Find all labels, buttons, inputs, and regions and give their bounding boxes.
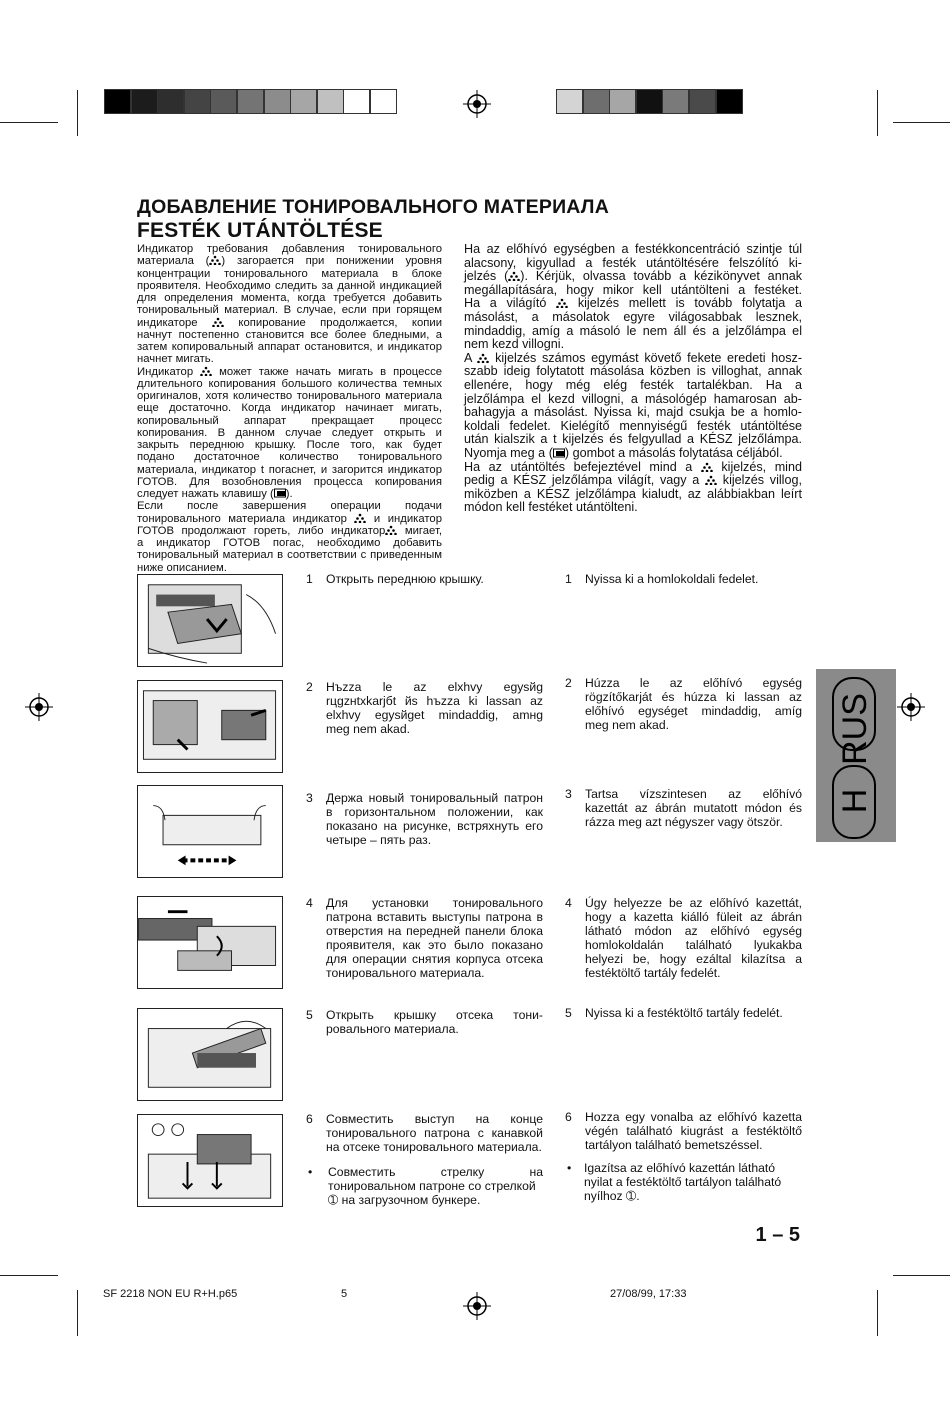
step-text-line: четыре – пять раз.	[326, 833, 432, 847]
tab-label-h: H	[836, 788, 874, 814]
color-swatch	[157, 89, 184, 114]
footer-date: 27/08/99, 17:33	[610, 1288, 687, 1300]
step-text-line: meg nem akad.	[585, 718, 670, 732]
step-text-line: Nyissa ki a homlokoldali fedelet.	[585, 572, 759, 586]
color-swatch	[237, 89, 264, 114]
toner-indicator-icon	[200, 366, 212, 376]
footer-page: 5	[341, 1288, 348, 1300]
color-swatch	[210, 89, 237, 114]
step-text-line: показано на рисунке, встряхнуть его	[326, 819, 543, 833]
step-text-line: Úgy helyezze be az előhívó kazettát,	[585, 896, 802, 910]
step-number: 1	[306, 572, 313, 586]
crop-mark	[77, 1290, 78, 1336]
illustration-insert-cartridge	[137, 896, 283, 989]
step-text-line: ровального материала.	[326, 1022, 459, 1036]
toner-indicator-icon	[477, 353, 489, 363]
step-number: 5	[306, 1008, 313, 1022]
color-swatch	[104, 89, 131, 114]
color-swatch	[343, 89, 370, 114]
illustration-pull-developer	[137, 680, 283, 773]
step-text-line: meg nem akad.	[326, 722, 411, 736]
step-text-line: Hъzza le az elхhvy egysйg	[326, 680, 543, 694]
color-swatch	[131, 89, 158, 114]
step-text-line: homlokoldalán található lyukakba	[585, 938, 802, 952]
language-tab	[816, 669, 896, 842]
step-text-line: в горизонтальном положении, как	[326, 805, 543, 819]
start-key-icon	[274, 488, 286, 498]
step-text-line: тонировального патрона с канавкой	[326, 1126, 543, 1140]
step-text-line: helyezi be, hogy ezáltal kilazítsa a	[585, 952, 802, 966]
step-text-line: Nyissa ki a festéktöltő tartály fedelét.	[585, 1006, 783, 1020]
color-swatch	[583, 89, 610, 114]
color-swatch	[556, 89, 583, 114]
toner-indicator-icon	[354, 513, 366, 523]
registration-mark-icon	[25, 693, 53, 721]
step-text-line: Húzza le az előhívó egység	[585, 676, 802, 690]
intro-ru: Индикатор требования добавления тонировального материала ( ) загорается при понижении уровня концентрации тонировального материала в блоке проявителя. Необходимо следить за данной индикацией для определения момента, когда требуется добавить тонировальный материал. В случае, если при горящем индикаторе копирование продолжается, копии начнут постепенно становится все более бледными, а затем копировальный аппарат остановится, и индикатор начнет мигать. Индикатор может также начать мигать в процессе длительного копирования большого количества темных оригиналов, хотя количество тонировального материала еще достаточно. Когда индикатор начинает мигать, копировальный аппарат прекращает процесс копирования. В данном случае следует открыть и закрыть переднюю крышку. После того, как будет подано достаточное количество тонировального материала, индикатор t погаснет, и загорится индикатор ГОТОВ. Для возобновления процесса копирования следует нажать клавишу ( ). Если после завершения операции подачи тонировального материала индикатор и индикатор ГОТОВ продолжают гореть, либо индикатор мигает, а индикатор ГОТОВ погас, необходимо добавить тонировальный материал в соответствии с приведенным ниже описанием.	[137, 243, 443, 574]
toner-indicator-icon	[212, 317, 224, 327]
toner-indicator-icon	[508, 271, 520, 281]
color-swatch	[317, 89, 344, 114]
step-number: 1	[565, 572, 572, 586]
toner-indicator-icon	[705, 475, 717, 485]
color-swatch	[609, 89, 636, 114]
color-swatch	[689, 89, 716, 114]
step-text-line: Держа новый тонировальный патрон	[326, 791, 543, 805]
toner-indicator-icon	[209, 255, 221, 265]
crop-mark	[893, 1275, 950, 1276]
step-text-line: проявителя, как это было показано	[326, 938, 543, 952]
crop-mark	[877, 90, 878, 136]
color-swatch	[370, 89, 397, 114]
toner-indicator-icon	[701, 462, 713, 472]
step-text-line: отверстия на передней панели блока	[326, 924, 543, 938]
step-text-line: rögzítőkarját és húzza ki lassan az	[585, 690, 802, 704]
intro-hu: Ha az előhívó egységben a festékkoncentráció szintje túl alacsony, kigyullad a festék utántöltésére felszólító ki- jelzés ( ). Kérjük, olvassa tovább a kézikönyvet annak megállapítására, hogy mikor kell utántölteni a festéket. Ha a világító kijelzés mellett is tovább folytatja a másolást, a másolatok egyre világosabbak lesznek, mindaddig, amíg a másoló le nem áll és a jelzőlámpa el nem kezd villogni. A kijelzés számos egymást követő fekete eredeti hosz- szabb ideig folytatott másolása közben is villoghat, annak ellenére, hogy még elég festék tartalékban. Ha a jelzőlámpa el kezd villogni, a másológép hamarosan ab- bahagyja a másolást. Nyissa ki, majd csukja be a homlo- koldali fedelet. Kielégítő mennyiségű festék utántöltése után kialszik a t kijelzés és felgyullad a KÉSZ jelzőlámpa. Nyomja meg a ( ) gombot a másolás folytatása céljából. Ha az utántöltés befejeztével mind a kijelzés, mind pedig a KÉSZ jelzőlámpa világít, vagy a kijelzés villog, miközben a KÉSZ jelzőlámpa kialudt, az alábbiakban leírt módon kell festéket utántölteni.	[464, 242, 803, 515]
color-swatch	[662, 89, 689, 114]
illustration-open-front-cover	[137, 574, 283, 667]
step-number: 4	[565, 896, 572, 910]
color-swatch	[264, 89, 291, 114]
step-number: 2	[306, 680, 313, 694]
illustration-align-cartridge	[137, 1114, 283, 1207]
step-text-line: látható módon az előhívó egység	[585, 924, 802, 938]
step-number: 5	[565, 1006, 572, 1020]
tab-label-frame	[832, 765, 876, 839]
crop-mark	[77, 90, 78, 136]
color-swatch	[184, 89, 211, 114]
toner-indicator-icon	[385, 525, 397, 535]
crop-mark	[0, 122, 58, 123]
step-text-line: kazettát az ábrán mutatott módon és	[585, 801, 802, 815]
step-text-line: előhívó egységet mindaddig, amíg	[585, 704, 802, 718]
page-title-ru: ДОБАВЛЕНИЕ ТОНИРОВАЛЬНОГО МАТЕРИАЛА	[137, 196, 609, 218]
step-text-line: Открыть переднюю крышку.	[326, 572, 484, 586]
crop-mark	[0, 1275, 58, 1276]
step-text-line: hogy a kazetta kiálló füleit az ábrán	[585, 910, 802, 924]
step-text-line: Совместить выступ на конце	[326, 1112, 543, 1126]
step-number: 3	[565, 787, 572, 801]
registration-mark-icon	[463, 90, 491, 118]
step-text-line: Открыть крышку отсека тони-	[326, 1008, 543, 1022]
bullet-marker: •	[567, 1161, 572, 1175]
step-number: 6	[306, 1112, 313, 1126]
step-number: 2	[565, 676, 572, 690]
step-text-line: rцgzнtхkarjбt йs hъzza ki lassan az	[326, 694, 543, 708]
step-text-line: патрона вставить выступы патрона в	[326, 910, 543, 924]
step-text-line: Tartsa vízszintesen az előhívó	[585, 787, 802, 801]
step-text-line: festéktöltő tartály fedelét.	[585, 966, 721, 980]
step-number: 6	[565, 1110, 572, 1124]
step-text-line: tartályon található bemetszéssel.	[585, 1138, 763, 1152]
illustration-open-toner-lid	[137, 1008, 283, 1101]
bullet-marker: •	[308, 1165, 313, 1179]
step-text-line: végén található kiugrást a festéktöltő	[585, 1124, 802, 1138]
start-key-icon	[553, 448, 565, 458]
step-text-line: тонировального материала.	[326, 966, 485, 980]
page-title-hu: FESTÉK UTÁNTÖLTÉSE	[137, 219, 383, 242]
step-text-line: rázza meg azt négyszer vagy ötször.	[585, 815, 783, 829]
step-number: 3	[306, 791, 313, 805]
step-text-line: Hozza egy vonalba az előhívó kazetta	[585, 1110, 802, 1124]
footer-file: SF 2218 NON EU R+H.p65	[103, 1288, 238, 1300]
registration-mark-icon	[463, 1292, 491, 1320]
step-text-line: для операции снятия корпуса отсека	[326, 952, 543, 966]
crop-mark	[877, 1290, 878, 1336]
tab-label-frame	[832, 677, 876, 751]
illustration-shake-cartridge	[137, 785, 283, 878]
tab-label-rus: RUS	[836, 693, 874, 765]
registration-mark-icon	[897, 693, 925, 721]
toner-indicator-icon	[556, 298, 568, 308]
color-swatch	[716, 89, 743, 114]
step-text-line: elхhvy egysйget mindaddig, amнg	[326, 708, 543, 722]
step-text-line: на отсеке тонировального материала.	[326, 1140, 542, 1154]
color-swatch	[636, 89, 663, 114]
color-swatch	[290, 89, 317, 114]
step-number: 4	[306, 896, 313, 910]
step-text-line: Для установки тонировального	[326, 896, 543, 910]
crop-mark	[893, 122, 950, 123]
page-number: 1 – 5	[755, 1224, 800, 1246]
